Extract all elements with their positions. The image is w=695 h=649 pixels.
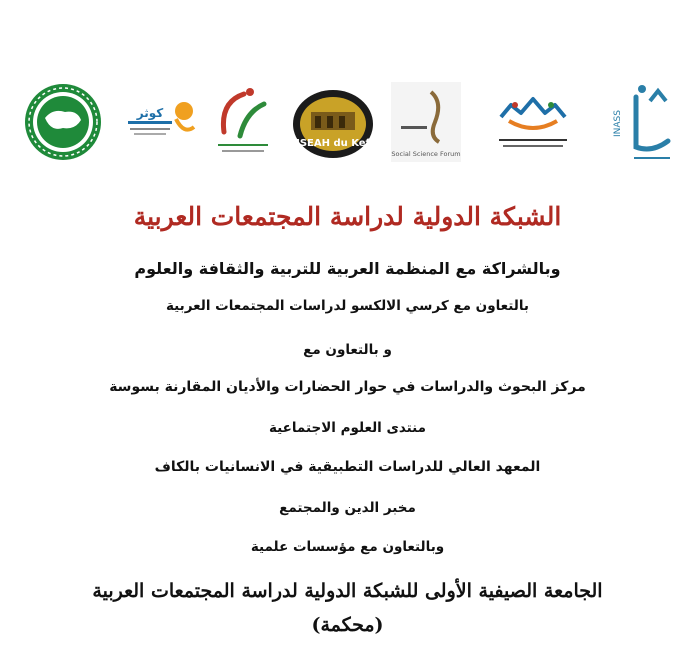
sousse-center-line: مركز البحوث والدراسات في حوار الحضارات والأديان المقارنة بسوسة xyxy=(109,379,586,395)
iseah-kef-logo xyxy=(284,72,382,172)
arab-league-logo xyxy=(22,72,104,172)
scientific-institutions-line: وبالتعاون مع مؤسسات علمية xyxy=(250,539,445,555)
sousse-research-center-logo xyxy=(490,72,576,172)
peer-reviewed-label: (محكمة) xyxy=(311,614,384,636)
inass-logo xyxy=(610,72,680,172)
inass-text: INASS xyxy=(613,110,623,137)
social-science-forum-logo xyxy=(390,72,462,172)
kef-institute-line: المعهد العالي للدراسات التطبيقية في الانسانيات بالكاف xyxy=(154,459,541,475)
kawthar-logo-text: كوثر xyxy=(136,106,164,120)
social-science-forum-line: منتدى العلوم الاجتماعية xyxy=(268,420,427,436)
raay-logo xyxy=(207,72,279,172)
partnership-line: وبالشراكة مع المنظمة العربية للتربية والثقافة والعلوم xyxy=(134,259,561,278)
kawthar-logo xyxy=(122,72,202,172)
iseah-kef-text: ISEAH du Kef xyxy=(296,138,370,149)
document-title: الشبكة الدولية لدراسة المجتمعات العربية xyxy=(133,202,562,231)
cooperation-alecso-chair-line: بالتعاون مع كرسي الالكسو لدراسات المجتمعات العربية xyxy=(165,298,530,314)
cooperation-with-line: و بالتعاون مع xyxy=(303,342,392,358)
religion-society-lab-line: مخبر الدين والمجتمع xyxy=(279,500,416,516)
summer-university-title: الجامعة الصيفية الأولى للشبكة الدولية لدراسة المجتمعات العربية xyxy=(92,580,603,602)
partner-logos-row xyxy=(22,72,680,172)
social-science-forum-text: Social Science Forum xyxy=(391,150,461,158)
